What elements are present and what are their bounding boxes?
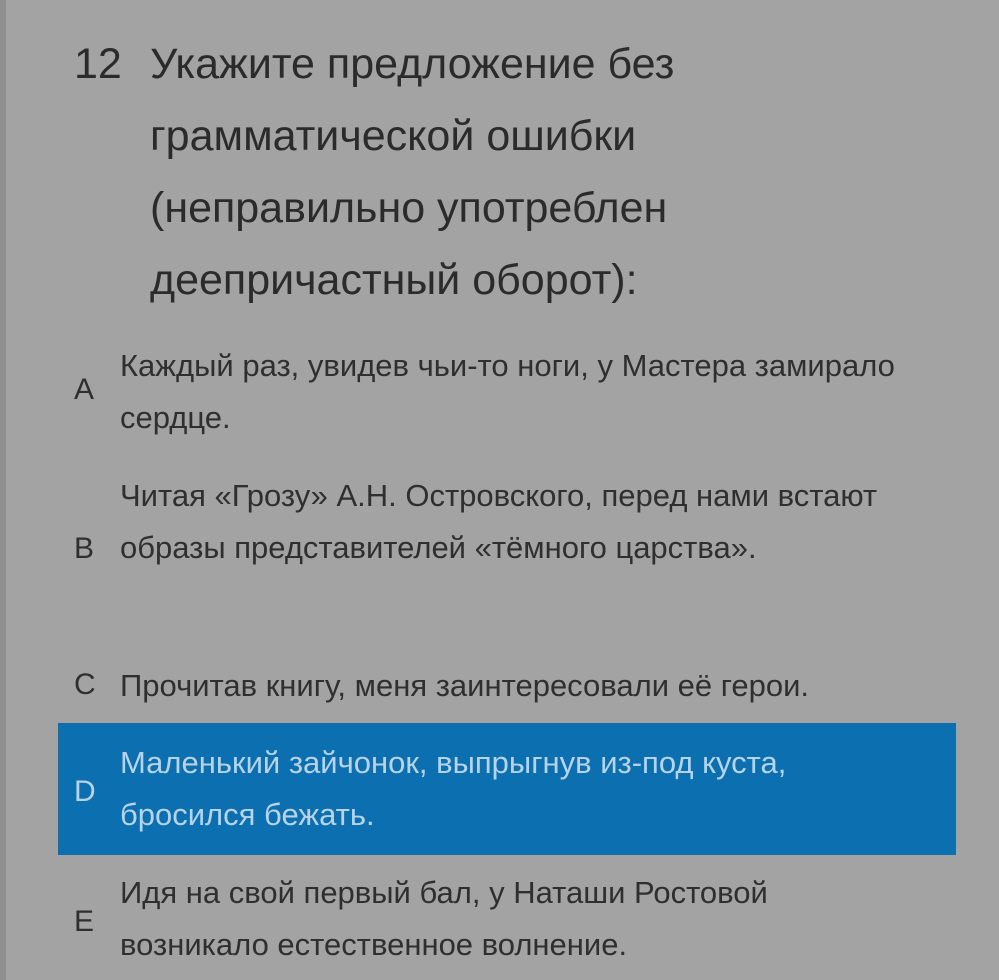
- option-letter: C: [74, 668, 96, 701]
- option-text: Читая «Грозу» А.Н. Островского, перед нами встают образы представителей «тёмного царства».: [120, 478, 878, 565]
- option-letter: E: [74, 905, 95, 938]
- option-text: Маленький зайчонок, выпрыгнув из-под куста, бросился бежать.: [120, 745, 787, 832]
- answer-option-a[interactable]: [58, 340, 956, 450]
- answer-option-e[interactable]: [58, 865, 956, 980]
- option-text: Идя на свой первый бал, у Наташи Ростовой возникало естественное волнение.: [120, 875, 768, 962]
- left-edge-divider: [0, 0, 6, 980]
- option-letter: A: [74, 373, 95, 406]
- option-letter: D: [74, 775, 96, 808]
- option-text: Каждый раз, увидев чьи-то ноги, у Мастера замирало сердце.: [120, 348, 895, 435]
- option-text: Прочитав книгу, меня заинтересовали её герои.: [120, 668, 810, 703]
- question-number: 12: [74, 40, 122, 88]
- question-text: Укажите предложение без грамматической ошибки (неправильно употреблен деепричастный оборот):: [150, 40, 675, 304]
- answer-option-c[interactable]: [58, 660, 956, 716]
- answer-option-b[interactable]: [58, 470, 956, 630]
- option-letter: B: [74, 532, 95, 565]
- answer-option-d-selected[interactable]: [58, 723, 956, 855]
